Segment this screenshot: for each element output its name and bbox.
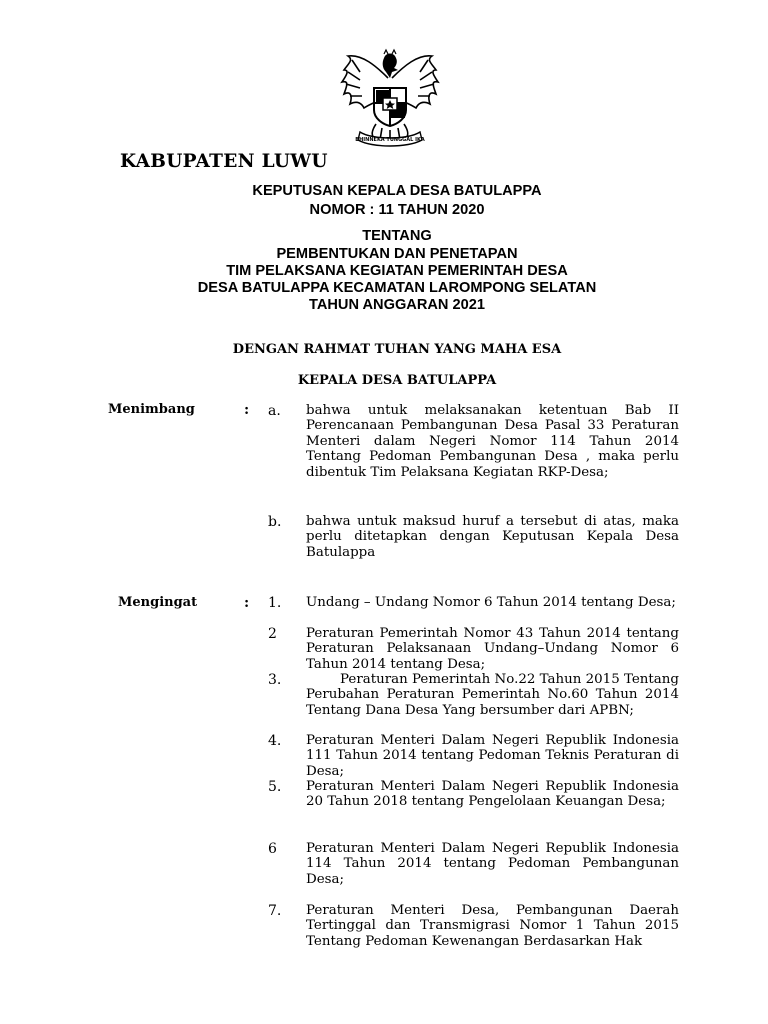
garuda-pancasila-emblem-icon: [336, 48, 444, 152]
mengingat-marker-3: 3.: [268, 672, 282, 688]
subject-line-3: DESA BATULAPPA KECAMATAN LAROMPONG SELATAN: [197, 280, 597, 296]
subject-line-4: TAHUN ANGGARAN 2021: [309, 297, 485, 313]
subject-line-2: TIM PELAKSANA KEGIATAN PEMERINTAH DESA: [226, 263, 568, 279]
mengingat-item-7: Peraturan Menteri Desa, Pembangunan Daerah Tertinggal dan Transmigrasi Nomor 1 Tahun 2015 Tentang Pedoman Kewenangan Berdasarkan Hak: [306, 903, 679, 949]
mengingat-item-5: Peraturan Menteri Dalam Negeri Republik Indonesia 20 Tahun 2018 tentang Pengelolaan Keuangan Desa;: [306, 779, 679, 810]
menimbang-item-a: bahwa untuk melaksanakan ketentuan Bab II Perencanaan Pembangunan Desa Pasal 33 Peraturan Menteri dalam Negeri Nomor 114 Tahun 2014 Tentang Pedoman Pembangunan Desa , maka perlu dibentuk Tim Pelaksana Kegiatan RKP-Desa;: [306, 403, 679, 480]
subject-line-1: PEMBENTUKAN DAN PENETAPAN: [276, 246, 518, 262]
mengingat-marker-2: 2: [268, 626, 277, 642]
emblem-motto: BHINNEKA TUNGGAL IKA: [355, 137, 425, 143]
menimbang-item-b: bahwa untuk maksud huruf a tersebut di atas, maka perlu ditetapkan dengan Keputusan Kepala Desa Batulappa: [306, 514, 679, 560]
mengingat-marker-5: 5.: [268, 779, 282, 795]
about-heading: TENTANG: [362, 228, 432, 244]
mengingat-item-3: Peraturan Pemerintah No.22 Tahun 2015 Tentang Perubahan Peraturan Pemerintah No.60 Tahun 2014 Tentang Dana Desa Yang bersumber dari APBN;: [306, 672, 679, 718]
mengingat-item-6: Peraturan Menteri Dalam Negeri Republik Indonesia 114 Tahun 2014 tentang Pedoman Pembangunan Desa;: [306, 841, 679, 887]
regency-heading: KABUPATEN LUWU: [120, 151, 328, 172]
authority-heading: KEPALA DESA BATULAPPA: [297, 373, 497, 388]
grace-statement: DENGAN RAHMAT TUHAN YANG MAHA ESA: [232, 342, 562, 357]
menimbang-label: Menimbang: [108, 402, 195, 417]
mengingat-marker-7: 7.: [268, 903, 282, 919]
menimbang-marker-a: a.: [268, 403, 281, 419]
mengingat-marker-6: 6: [268, 841, 277, 857]
mengingat-item-1: Undang – Undang Nomor 6 Tahun 2014 tentang Desa;: [306, 595, 676, 610]
mengingat-label: Mengingat: [118, 595, 198, 610]
mengingat-marker-4: 4.: [268, 733, 282, 749]
mengingat-item-4: Peraturan Menteri Dalam Negeri Republik Indonesia 111 Tahun 2014 tentang Pedoman Teknis Peraturan di Desa;: [306, 733, 679, 779]
mengingat-item-2: Peraturan Pemerintah Nomor 43 Tahun 2014 tentang Peraturan Pelaksanaan Undang–Undang Nomor 6 Tahun 2014 tentang Desa;: [306, 626, 679, 672]
menimbang-colon: :: [244, 402, 250, 418]
mengingat-marker-1: 1.: [268, 595, 282, 611]
decree-title: KEPUTUSAN KEPALA DESA BATULAPPA: [252, 183, 542, 199]
decree-number: NOMOR : 11 TAHUN 2020: [309, 202, 485, 218]
menimbang-marker-b: b.: [268, 514, 282, 530]
mengingat-colon: :: [244, 595, 250, 611]
